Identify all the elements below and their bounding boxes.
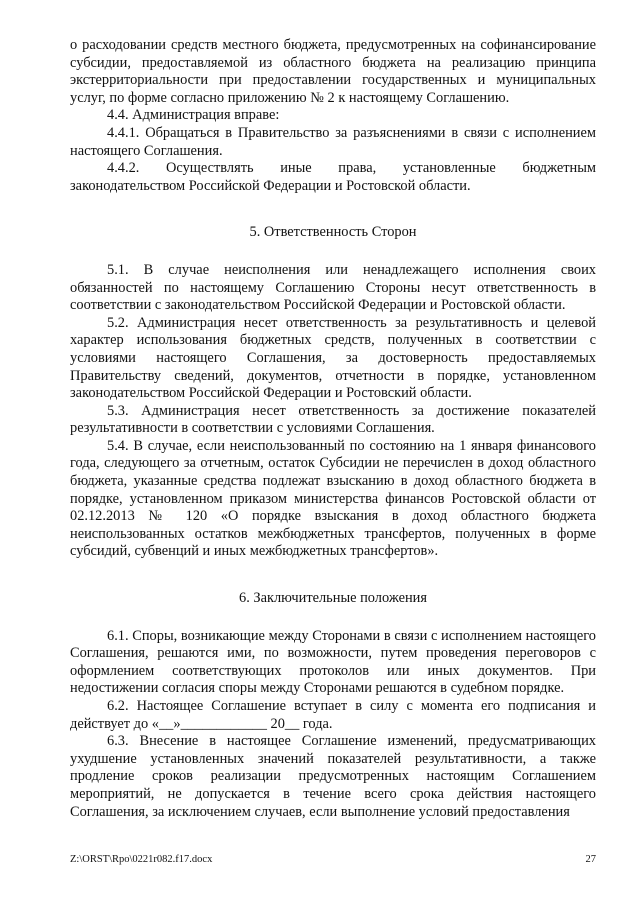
section-5-heading: 5. Ответственность Сторон	[249, 224, 417, 241]
clause-6-3: 6.3. Внесение в настоящее Соглашение изменений, предусматривающих ухудшение установленных значений показателей результативности, а также продление сроков реализации предусмотренных настоящим Соглашением мероприятий, не допускается в течение всего срока действия настоящего Соглашения, за исключением случаев, если выполнение условий предоставления	[70, 733, 596, 820]
clause-6-2: 6.2. Настоящее Соглашение вступает в силу с момента его подписания и действует до «__»____________ 20__ года.	[70, 698, 596, 732]
clause-5-3: 5.3. Администрация несет ответственность за достижение показателей результативности в соответствии с условиями Соглашения.	[70, 402, 596, 437]
clause-4-4-1: 4.4.1. Обращаться в Правительство за разъяснениями в связи с исполнением настоящего Соглашения.	[70, 124, 596, 159]
clause-6-1: 6.1. Споры, возникающие между Сторонами в связи с исполнением настоящего Соглашения, решаются ими, по возможности, путем проведения переговоров с оформлением соответствующих протоколов или иных документов. При недостижении согласия споры между Сторонами решаются в судебном порядке.	[70, 627, 596, 697]
clause-4-4-2: 4.4.2. Осуществлять иные права, установленные бюджетным законодательством Российской Федерации и Ростовской области.	[70, 160, 596, 194]
clause-5-2: 5.2. Администрация несет ответственность за результативность и целевой характер использования бюджетных средств, полученных в соответствии с условиями настоящего Соглашения, за достоверность предоставляемых Правительству сведений, документов, отчетности в порядке, установленном законодательством Российской Федерации и Ростовский области.	[70, 314, 596, 402]
page-number: 27	[585, 854, 596, 865]
document-body	[70, 37, 596, 821]
clause-5-4: 5.4. В случае, если неиспользованный по состоянию на 1 января финансового года, следующего за отчетным, остаток Субсидии не перечислен в доход областного бюджета, указанные средства подлежат взысканию в доход областного бюджета в порядке, установленном приказом министерства финансов Ростовской области от 02.12.2013 № 120 «О порядке взыскания в доход областного бюджета неиспользованных остатков межбюджетных трансфертов, полученных в форме субсидий, субвенций и иных межбюджетных трансфертов».	[70, 437, 596, 560]
page-footer	[70, 853, 596, 867]
clause-5-1: 5.1. В случае неисполнения или ненадлежащего исполнения своих обязанностей по настоящему Соглашению Стороны несут ответственность в соответствии с законодательством Российской Федерации и Ростовской области.	[70, 261, 596, 314]
clause-4-4: 4.4. Администрация вправе:	[107, 107, 280, 124]
section-6-heading: 6. Заключительные положения	[239, 590, 427, 607]
file-path: Z:\ORST\Rpo\0221r082.f17.docx	[70, 854, 213, 865]
paragraph-report-form: о расходовании средств местного бюджета, предусмотренных на софинансирование субсидии, предоставляемой из областного бюджета на реализацию принципа экстерриториальности при предоставлении государственных и муниципальных услуг, по форме согласно приложению № 2 к настоящему Соглашению.	[70, 37, 596, 106]
